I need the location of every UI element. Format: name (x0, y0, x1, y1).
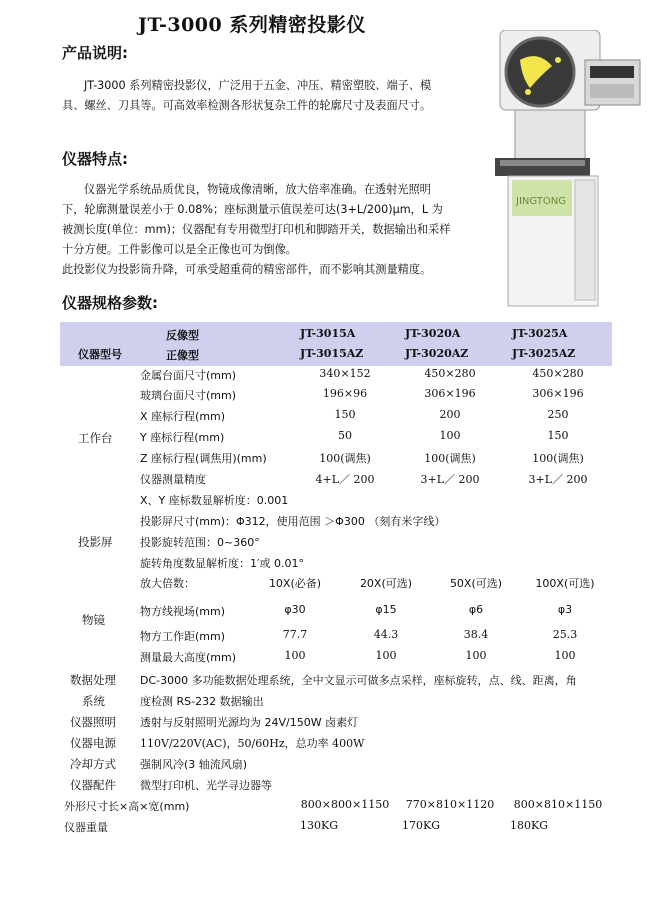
screen-size-row (60, 513, 612, 533)
reverse-label: 反像型 (166, 329, 199, 342)
row-value: 100 (554, 649, 576, 662)
table-row (60, 429, 612, 449)
model-upright-1: JT-3015AZ (300, 347, 364, 360)
row-label: Z 座标行程(调焦用)(mm) (140, 452, 267, 465)
row-value: φ15 (375, 603, 397, 616)
row-value: 44.3 (373, 628, 399, 641)
row-value: 50 (338, 429, 352, 442)
model-reverse-3: JT-3025A (512, 327, 568, 340)
row-value: 4+L／ 200 (315, 473, 375, 486)
row-value: φ30 (284, 603, 306, 616)
row-value: 100(调焦) (319, 452, 371, 465)
dims-row (60, 798, 612, 818)
row-value: 450×280 (424, 367, 476, 380)
row-value: 100 (439, 429, 461, 442)
row-value: 100 (375, 649, 397, 662)
lighting-text: 透射与反射照明光源均为 24V/150W 卤素灯 (140, 716, 359, 729)
weight-label: 仪器重量 (64, 821, 108, 834)
row-value: 150 (547, 429, 569, 442)
row-value: 196×96 (322, 387, 368, 400)
row-value: 250 (547, 408, 569, 421)
model-upright-3: JT-3025AZ (512, 347, 576, 360)
dims-value: 770×810×1120 (405, 798, 495, 811)
row-value: 77.7 (282, 628, 308, 641)
table-row (60, 603, 612, 623)
group-lens: 物镜 (82, 613, 105, 627)
row-value: 100(调焦) (532, 452, 584, 465)
data-text-1: DC-3000 多功能数据处理系统，全中文显示可做多点采样，座标旋转，点、线、距离，角 (140, 674, 577, 687)
table-row (60, 387, 612, 407)
row-value: 150 (334, 408, 356, 421)
row-value: 3+L／ 200 (420, 473, 480, 486)
row-value: φ3 (557, 603, 573, 616)
row-label: 玻璃台面尺寸(mm) (140, 389, 237, 402)
cooling-text: 强制风冷(3 轴流风扇) (140, 758, 248, 771)
power-row (60, 735, 612, 755)
rotation-res-row (60, 555, 612, 575)
row-label: 金属台面尺寸(mm) (140, 369, 237, 382)
group-data-2: 系统 (82, 694, 105, 708)
features-paragraph: 仪器光学系统品质优良，物镜成像清晰，放大倍率准确。在透射光照明下，轮廓测量误差小于 0.08%；座标测量示值误差可达(3+L/200)μm，L 为被测长度(单位：mm)；仪器配有专用微型打印机和脚踏开关，数据输出和采样十分方便。工件影像可以是全正像也可为倒像。 (62, 183, 451, 256)
rotation-range-text: 投影旋转范围：0~360° (140, 536, 260, 549)
magnification-value: 10X(必备) (268, 577, 322, 590)
intro-heading: 产品说明: (62, 44, 128, 62)
magnification-row (60, 575, 612, 595)
table-row (60, 471, 612, 491)
features-paragraph-2: 此投影仪为投影筒升降，可承受超重荷的精密部件，而不影响其测量精度。 (62, 263, 432, 276)
row-label: Y 座标行程(mm) (140, 431, 225, 444)
table-row (60, 628, 612, 648)
weight-row (60, 819, 612, 839)
row-label: 测量最大高度(mm) (140, 651, 237, 664)
group-cooling: 冷却方式 (70, 757, 116, 771)
table-row (60, 408, 612, 428)
magnification-label: 放大倍数： (140, 577, 195, 590)
intro-paragraph: JT-3000 系列精密投影仪，广泛用于五金、冲压、精密塑胶、端子、模具、螺丝、刀具等。可高效率检测各形状复杂工件的轮廓尺寸及表面尺寸。 (62, 79, 432, 112)
row-label: 仪器测量精度 (140, 473, 206, 486)
magnification-value: 100X(可选) (535, 577, 595, 590)
group-worktable: 工作台 (78, 431, 113, 445)
group-power: 仪器电源 (70, 736, 116, 750)
dims-label: 外形尺寸长×高×宽(mm) (64, 800, 190, 813)
data-row-2 (60, 693, 612, 713)
table-row (60, 367, 612, 387)
svg-text:JINGTONG: JINGTONG (516, 196, 566, 207)
model-upright-2: JT-3020AZ (405, 347, 469, 360)
row-value: 3+L／ 200 (528, 473, 588, 486)
model-label: 仪器型号 (78, 348, 122, 361)
group-screen: 投影屏 (78, 535, 113, 549)
row-value: 450×280 (532, 367, 584, 380)
row-label: 物方工作距(mm) (140, 630, 226, 643)
accessories-row (60, 777, 612, 797)
screen-size-text: 投影屏尺寸(mm)：Φ312，使用范围 ＞Φ300 （刻有米字线） (140, 515, 446, 528)
group-accessories: 仪器配件 (70, 778, 116, 792)
model-reverse-1: JT-3015A (300, 327, 356, 340)
accessories-text: 微型打印机、光学寻边器等 (140, 779, 272, 792)
row-label: 物方线视场(mm) (140, 605, 226, 618)
weight-value: 180KG (510, 819, 549, 832)
row-value: 306×196 (424, 387, 476, 400)
weight-value: 130KG (300, 819, 339, 832)
cooling-row (60, 756, 612, 776)
data-row-1 (60, 672, 612, 692)
lighting-row (60, 714, 612, 734)
upright-label: 正像型 (166, 349, 199, 362)
row-value: 100 (465, 649, 487, 662)
dims-value: 800×810×1150 (513, 798, 603, 811)
dims-value: 800×800×1150 (300, 798, 390, 811)
power-text: 110V/220V(AC)，50/60Hz，总功率 400W (140, 737, 365, 750)
table-header (60, 322, 612, 366)
row-label: X 座标行程(mm) (140, 410, 226, 423)
features-heading: 仪器特点: (62, 150, 128, 168)
specs-heading: 仪器规格参数: (62, 294, 158, 312)
row-value: φ6 (468, 603, 484, 616)
row-value: 306×196 (532, 387, 584, 400)
table-row (60, 450, 612, 470)
row-value: 100(调焦) (424, 452, 476, 465)
page-title: JT-3000 系列精密投影仪 (138, 14, 366, 36)
row-value: 25.3 (552, 628, 578, 641)
row-value: 100 (284, 649, 306, 662)
magnification-value: 20X(可选) (359, 577, 413, 590)
row-value: 340×152 (319, 367, 371, 380)
group-lighting: 仪器照明 (70, 715, 116, 729)
rotation-range-row (60, 534, 612, 554)
projector-product-image (480, 30, 645, 310)
rotation-res-text: 旋转角度数显解析度：1′或 0.01° (140, 557, 304, 570)
row-value: 200 (439, 408, 461, 421)
table-row (60, 649, 612, 669)
magnification-value: 50X(可选) (449, 577, 503, 590)
data-text-2: 度检测 RS-232 数据输出 (140, 695, 264, 708)
model-reverse-2: JT-3020A (405, 327, 461, 340)
weight-value: 170KG (402, 819, 441, 832)
group-data-1: 数据处理 (70, 673, 116, 687)
resolution-row (60, 492, 612, 512)
resolution-text: X、Y 座标数显解析度：0.001 (140, 494, 289, 507)
row-value: 38.4 (463, 628, 489, 641)
lens-column (515, 110, 585, 160)
